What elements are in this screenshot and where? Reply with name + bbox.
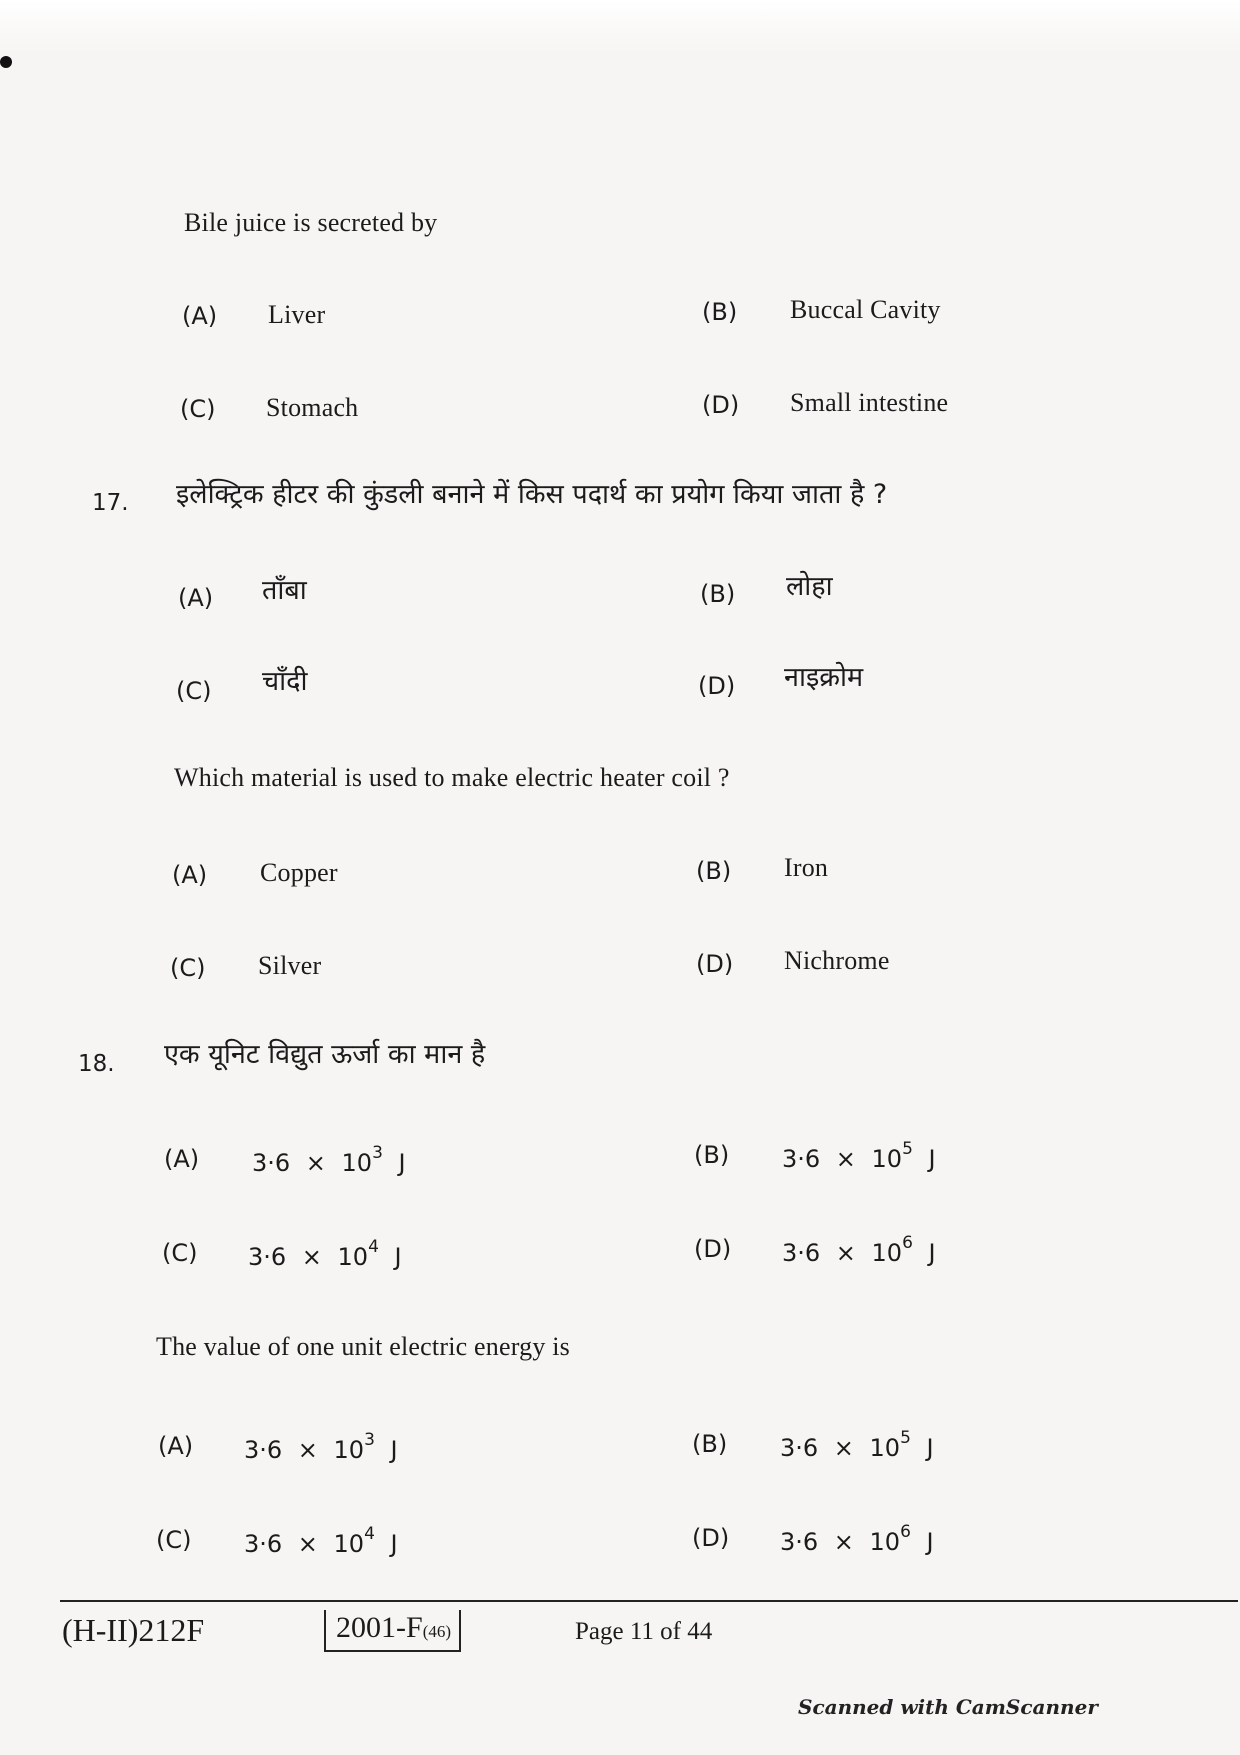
q18-en-option-c-label: (C) [156, 1526, 192, 1554]
q17-hi-option-a-text: ताँबा [262, 575, 307, 606]
q18-hi-option-b-label: (B) [694, 1141, 730, 1169]
set-code: 2001-F [336, 1611, 423, 1644]
q18-hi-option-b-value: $3\cdot 6 \times 10^5$ J [782, 1139, 936, 1173]
q17-en-option-d-text: Nichrome [784, 946, 890, 975]
q16-option-b-text: Buccal Cavity [790, 295, 941, 324]
q16-option-a-label: (A) [182, 302, 218, 330]
page-number: Page 11 of 44 [575, 1618, 713, 1645]
question-18-number: 18. [78, 1051, 115, 1077]
q16-option-c-text: Stomach [266, 393, 359, 422]
q17-en-option-c-text: Silver [258, 951, 322, 980]
q18-hi-option-d-label: (D) [694, 1235, 732, 1263]
q18-en-option-b-label: (B) [692, 1430, 728, 1458]
q18-hi-option-d-value: $3\cdot 6 \times 10^6$ J [782, 1233, 936, 1267]
q17-hi-option-b-label: (B) [700, 580, 736, 608]
question-17-text-hi: इलेक्ट्रिक हीटर की कुंडली बनाने में किस पदार्थ का प्रयोग किया जाता है ? [176, 479, 888, 510]
q17-en-option-a-text: Copper [260, 858, 338, 887]
set-code-suffix: (46) [422, 1622, 452, 1641]
q18-en-option-d-value: $3\cdot 6 \times 10^6$ J [780, 1522, 934, 1556]
q18-en-option-b-value: $3\cdot 6 \times 10^5$ J [780, 1428, 934, 1462]
q17-hi-option-c-text: चाँदी [262, 666, 308, 697]
footer-rule [60, 1600, 1238, 1602]
q18-en-option-a-label: (A) [158, 1432, 194, 1460]
q18-en-option-d-label: (D) [692, 1524, 730, 1552]
q17-hi-option-a-label: (A) [178, 584, 214, 612]
q16-option-b-label: (B) [702, 298, 738, 326]
paper-code: (H-II)212F [62, 1612, 205, 1648]
q17-hi-option-b-text: लोहा [786, 571, 833, 602]
q18-en-option-a-value: $3\cdot 6 \times 10^3$ J [244, 1430, 398, 1464]
q18-hi-option-a-label: (A) [164, 1145, 200, 1173]
q18-hi-option-c-label: (C) [162, 1239, 198, 1267]
q17-en-option-d-label: (D) [696, 950, 734, 978]
question-18-text-hi: एक यूनिट विद्युत ऊर्जा का मान है [164, 1039, 486, 1070]
question-17-text-en: Which material is used to make electric heater coil ? [174, 763, 730, 792]
q16-option-d-label: (D) [702, 391, 740, 419]
set-code-box [324, 1610, 461, 1652]
q17-en-option-c-label: (C) [170, 954, 206, 982]
q16-option-c-label: (C) [180, 395, 216, 423]
q18-hi-option-c-value: $3\cdot 6 \times 10^4$ J [248, 1237, 402, 1271]
question-18-text-en: The value of one unit electric energy is [156, 1332, 570, 1361]
q16-option-a-text: Liver [268, 300, 326, 329]
q17-hi-option-d-label: (D) [698, 672, 736, 700]
scanner-watermark: Scanned with CamScanner [798, 1695, 1098, 1719]
q18-hi-option-a-value: $3\cdot 6 \times 10^3$ J [252, 1143, 406, 1177]
q17-hi-option-d-text: नाइक्रोम [784, 662, 864, 693]
q17-en-option-b-label: (B) [696, 857, 732, 885]
q17-en-option-a-label: (A) [172, 861, 208, 889]
q18-en-option-c-value: $3\cdot 6 \times 10^4$ J [244, 1524, 398, 1558]
question-17-number: 17. [92, 490, 129, 516]
page-top-edge [0, 0, 1240, 52]
question-16-text-en: Bile juice is secreted by [184, 208, 438, 237]
scan-edge-mark [0, 56, 12, 68]
q17-en-option-b-text: Iron [784, 853, 829, 882]
q16-option-d-text: Small intestine [790, 388, 949, 417]
q17-hi-option-c-label: (C) [176, 677, 212, 705]
